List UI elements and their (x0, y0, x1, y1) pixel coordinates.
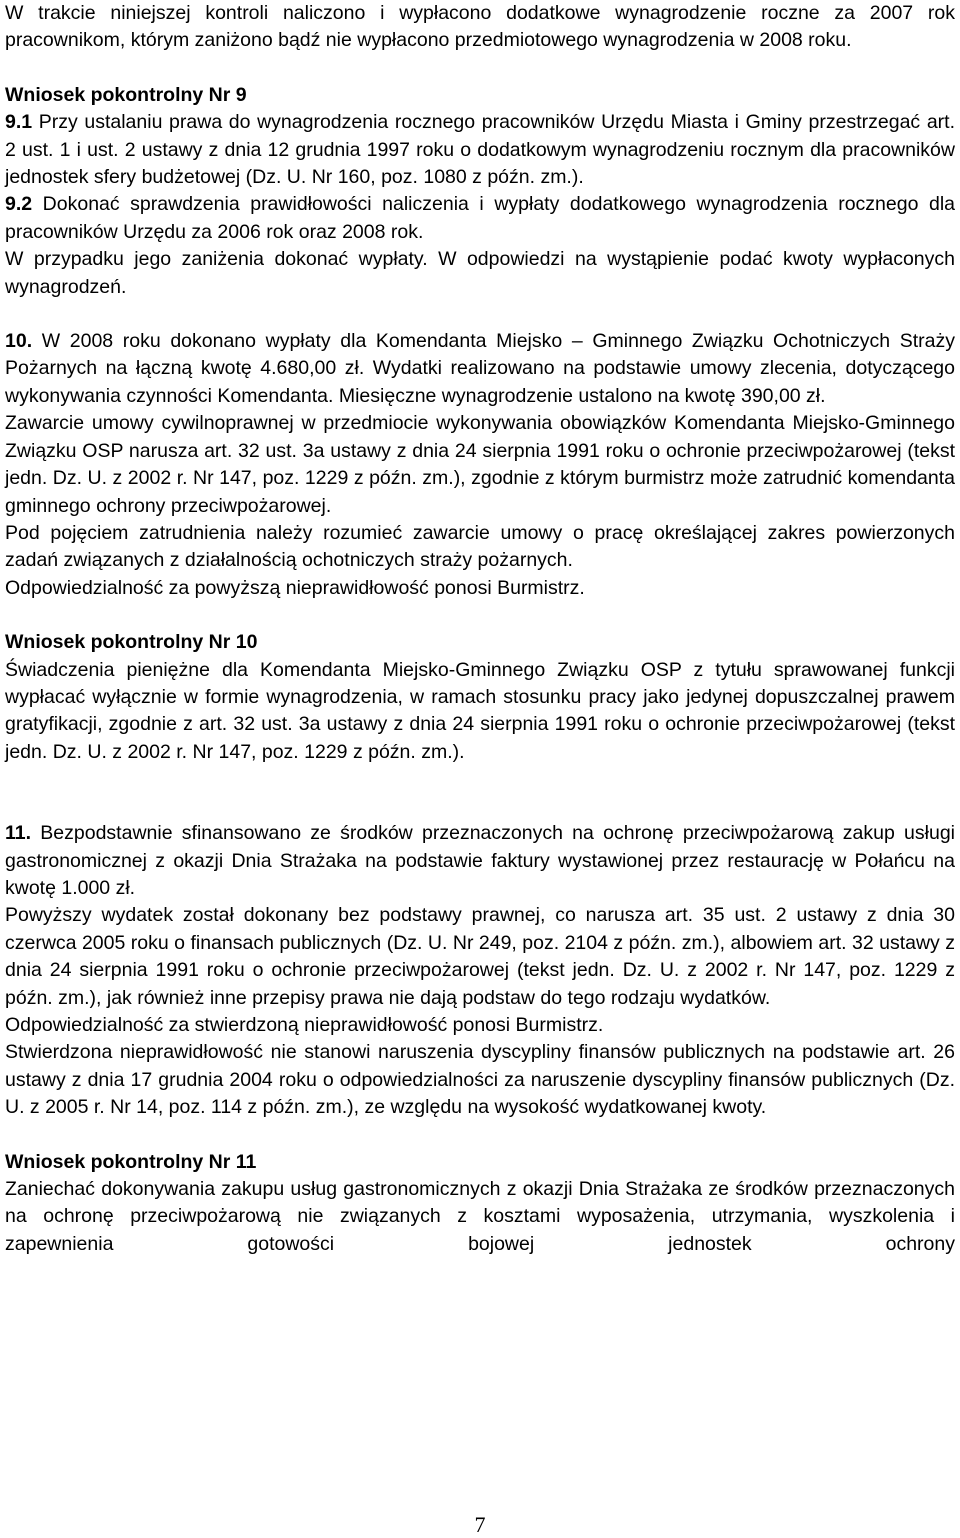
section-10-paragraph-2: Zawarcie umowy cywilnoprawnej w przedmiocie wykonywania obowiązków Komendanta Miejsko-Gminnego Związku OSP narusza art. 32 ust. 3a ustawy z dnia 24 sierpnia 1991 roku o ochronie przeciwpożarowej (tekst jedn. Dz. U. z 2002 r. Nr 147, poz. 1229 z późn. zm.), zgodnie z którym burmistrz może zatrudnić komendanta gminnego ochrony przeciwpożarowej. (5, 412, 955, 517)
recommendation-9-2: 9.2 Dokonać sprawdzenia prawidłowości naliczenia i wypłaty dodatkowego wynagrodzenia rocznego dla pracowników Urzędu za 2006 rok oraz 2008 rok. (5, 193, 955, 243)
recommendation-10-heading: Wniosek pokontrolny Nr 10 (5, 631, 258, 654)
point-number: 9.2 (5, 193, 33, 216)
recommendation-9-heading: Wniosek pokontrolny Nr 9 (5, 83, 247, 106)
recommendation-9-1: 9.1 Przy ustalaniu prawa do wynagrodzenia rocznego pracowników Urzędu Miasta i Gminy przestrzegać art. 2 ust. 1 i ust. 2 ustawy z dnia 12 grudnia 1997 roku o dodatkowym wynagrodzeniu rocznym dla pracowników jednostek sfery budżetowej (Dz. U. Nr 160, poz. 1080 z późn. zm.). (5, 111, 955, 189)
spacer (5, 55, 955, 82)
spacer (5, 766, 955, 820)
section-11-paragraph-1: 11. Bezpodstawnie sfinansowano ze środków przeznaczonych na ochronę przeciwpożarową zakup usługi gastronomicznej z okazji Dnia Strażaka na podstawie faktury wystawionej przez restaurację w Połańcu na kwotę 1.000 zł. (5, 822, 955, 899)
spacer (5, 1122, 955, 1149)
point-number: 9.1 (5, 111, 33, 134)
recommendation-11-text: Zaniechać dokonywania zakupu usług gastronomicznych z okazji Dnia Strażaka ze środków przeznaczonych na ochronę przeciwpożarową nie związanych z kosztami wyposażenia, utrzymania, wyszkolenia i zapewnienia gotowości bojowej jednostek ochrony (5, 1178, 955, 1255)
document-page (5, 0, 955, 1258)
section-11-paragraph-4: Stwierdzona nieprawidłowość nie stanowi naruszenia dyscypliny finansów publicznych na podstawie art. 26 ustawy z dnia 17 grudnia 2004 roku o odpowiedzialności za naruszenie dyscypliny finansów publicznych (Dz. U. z 2005 r. Nr 14, poz. 114 z późn. zm.), ze względu na wysokość wydatkowanej kwoty. (5, 1041, 955, 1119)
section-10-paragraph-4: Odpowiedzialność za powyższą nieprawidłowość ponosi Burmistrz. (5, 576, 585, 599)
spacer (5, 602, 955, 629)
recommendation-9-note: W przypadku jego zaniżenia dokonać wypłaty. W odpowiedzi na wystąpienie podać kwoty wypłaconych wynagrodzeń. (5, 248, 955, 298)
intro-paragraph: W trakcie niniejszej kontroli naliczono i wypłacono dodatkowe wynagrodzenie roczne za 2007 rok pracownikom, którym zaniżono bądź nie wypłacono przedmiotowego wynagrodzenia w 2008 roku. (5, 2, 955, 52)
spacer (5, 301, 955, 328)
section-10-paragraph-3: Pod pojęciem zatrudnienia należy rozumieć zawarcie umowy o pracę określającej zakres powierzonych zadań związanych z działalnością ochotniczych straży pożarnych. (5, 521, 955, 572)
section-number: 11. (5, 822, 32, 845)
recommendation-11-heading: Wniosek pokontrolny Nr 11 (5, 1150, 257, 1173)
section-10-paragraph-1: 10. W 2008 roku dokonano wypłaty dla Komendanta Miejsko – Gminnego Związku Ochotniczych Straży Pożarnych na łączną kwotę 4.680,00 zł. Wydatki realizowano na podstawie umowy zlecenia, dotyczącego wykonywania czynności Komendanta. Miesięczne wynagrodzenie ustalono na kwotę 390,00 zł. (5, 330, 955, 407)
page-number: 7 (474, 1512, 486, 1537)
section-11-paragraph-3: Odpowiedzialność za stwierdzoną nieprawidłowość ponosi Burmistrz. (5, 1014, 604, 1036)
recommendation-10-text: Świadczenia pieniężne dla Komendanta Miejsko-Gminnego Związku OSP z tytułu sprawowanej funkcji wypłacać wyłącznie w formie wynagrodzenia, w ramach stosunku pracy jako jedynej dopuszczalnej prawem gratyfikacji, zgodnie z art. 32 ust. 3a ustawy z dnia 24 sierpnia 1991 roku o ochronie przeciwpożarowej (tekst jedn. Dz. U. z 2002 r. Nr 147, poz. 1229 z późn. zm.). (5, 658, 955, 763)
section-11-paragraph-2: Powyższy wydatek został dokonany bez podstawy prawnej, co narusza art. 35 ust. 2 ustawy z dnia 30 czerwca 2005 roku o finansach publicznych (Dz. U. Nr 249, poz. 2104 z późn. zm.), albowiem art. 32 ustawy z dnia 24 sierpnia 1991 roku o ochronie przeciwpożarowej (tekst jedn. Dz. U. z 2002 r. Nr 147, poz. 1229 z późn. zm.), jak również inne przepisy prawa nie dają podstaw do tego rodzaju wydatków. (5, 904, 955, 1009)
section-number: 10. (5, 330, 33, 353)
